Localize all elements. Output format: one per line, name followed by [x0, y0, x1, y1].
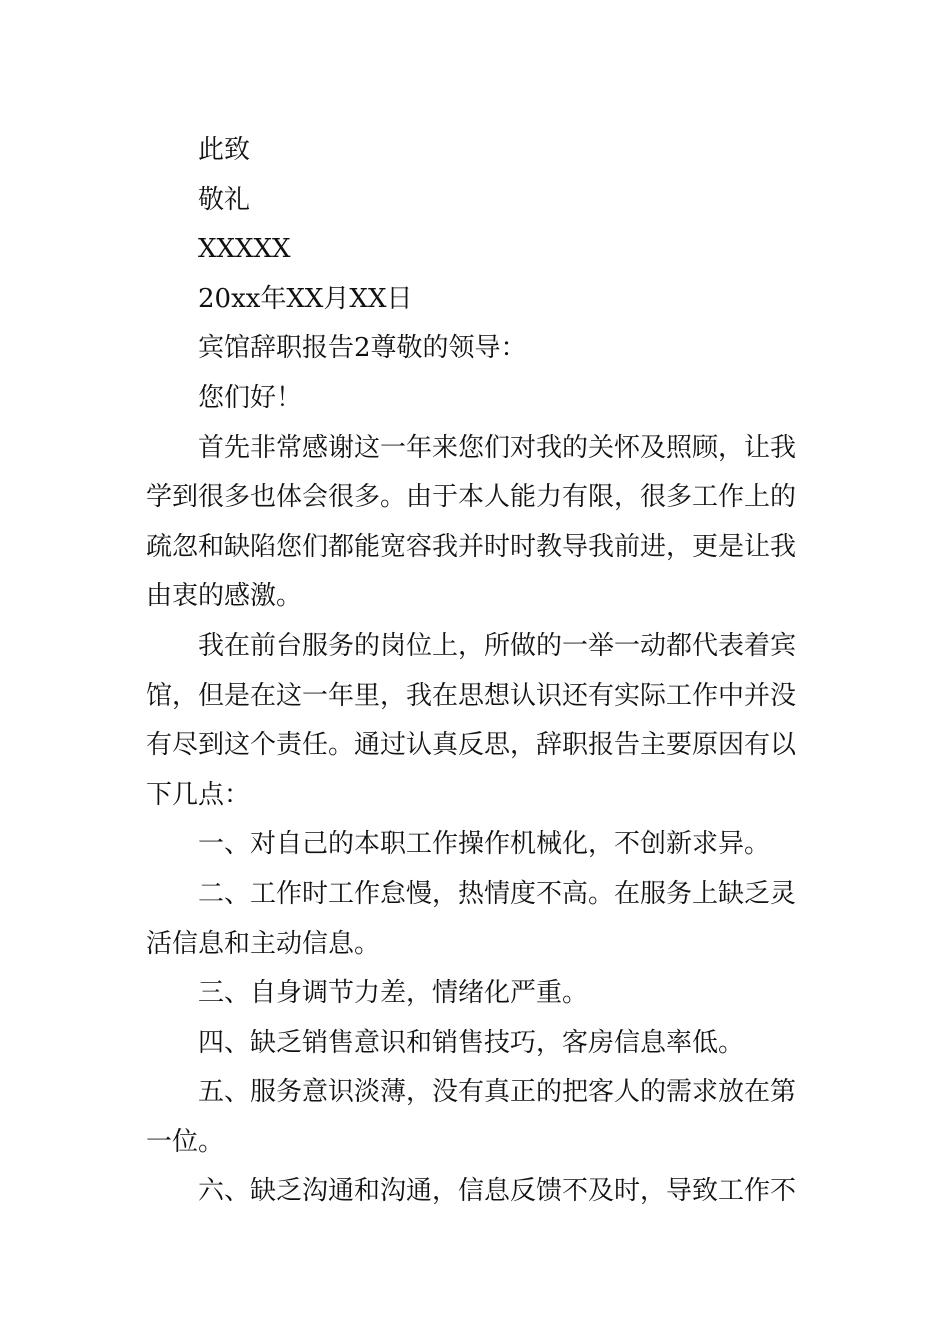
- paragraph-line: 由衷的感激。: [146, 581, 303, 612]
- paragraph-line: 下几点：: [146, 779, 251, 810]
- reason-line: 一、对自己的本职工作操作机械化，不创新求异。: [198, 829, 771, 860]
- reason-line: 六、缺乏沟通和沟通，信息反馈不及时，导致工作不: [198, 1176, 797, 1207]
- reason-line: 活信息和主动信息。: [146, 928, 381, 959]
- reason-2: [146, 870, 806, 969]
- closing-line-jingli: 敬礼: [198, 184, 251, 215]
- reason-line: 五、服务意识淡薄，没有真正的把客人的需求放在第: [198, 1077, 797, 1108]
- closing-line-cizhi: 此致: [198, 135, 251, 165]
- paragraph-line: 学到很多也体会很多。由于本人能力有限，很多工作上的: [146, 482, 797, 513]
- paragraph-line: 疏忽和缺陷您们都能宽容我并时时教导我前进，更是让我: [146, 531, 797, 562]
- signature: XXXXX: [198, 234, 291, 265]
- paragraph-gratitude: [146, 424, 806, 622]
- letter-body: [146, 126, 806, 1217]
- reason-1: [146, 820, 806, 870]
- reason-3: [146, 969, 806, 1019]
- paragraph-reflection: [146, 622, 806, 820]
- reason-4: [146, 1019, 806, 1069]
- paragraph-line: 首先非常感谢这一年来您们对我的关怀及照顾，让我: [198, 432, 797, 463]
- reason-5: [146, 1068, 806, 1167]
- paragraph-line: 有尽到这个责任。通过认真反思，辞职报告主要原因有以: [146, 730, 797, 761]
- reason-line: 四、缺乏销售意识和销售技巧，客房信息率低。: [198, 1027, 745, 1058]
- paragraph-line: 馆，但是在这一年里，我在思想认识还有实际工作中并没: [146, 680, 797, 711]
- reason-line: 二、工作时工作怠慢，热情度不高。在服务上缺乏灵: [198, 878, 797, 909]
- reason-line: 三、自身调节力差，情绪化严重。: [198, 978, 589, 1009]
- letter-heading: 宾馆辞职报告2尊敬的领导：: [198, 333, 527, 364]
- greeting: 您们好！: [198, 382, 303, 413]
- reason-line: 一位。: [146, 1126, 225, 1157]
- paragraph-line: 我在前台服务的岗位上，所做的一举一动都代表着宾: [198, 630, 797, 661]
- letter-date: 20xx年XX月XX日: [198, 283, 413, 314]
- reason-6: [146, 1167, 806, 1217]
